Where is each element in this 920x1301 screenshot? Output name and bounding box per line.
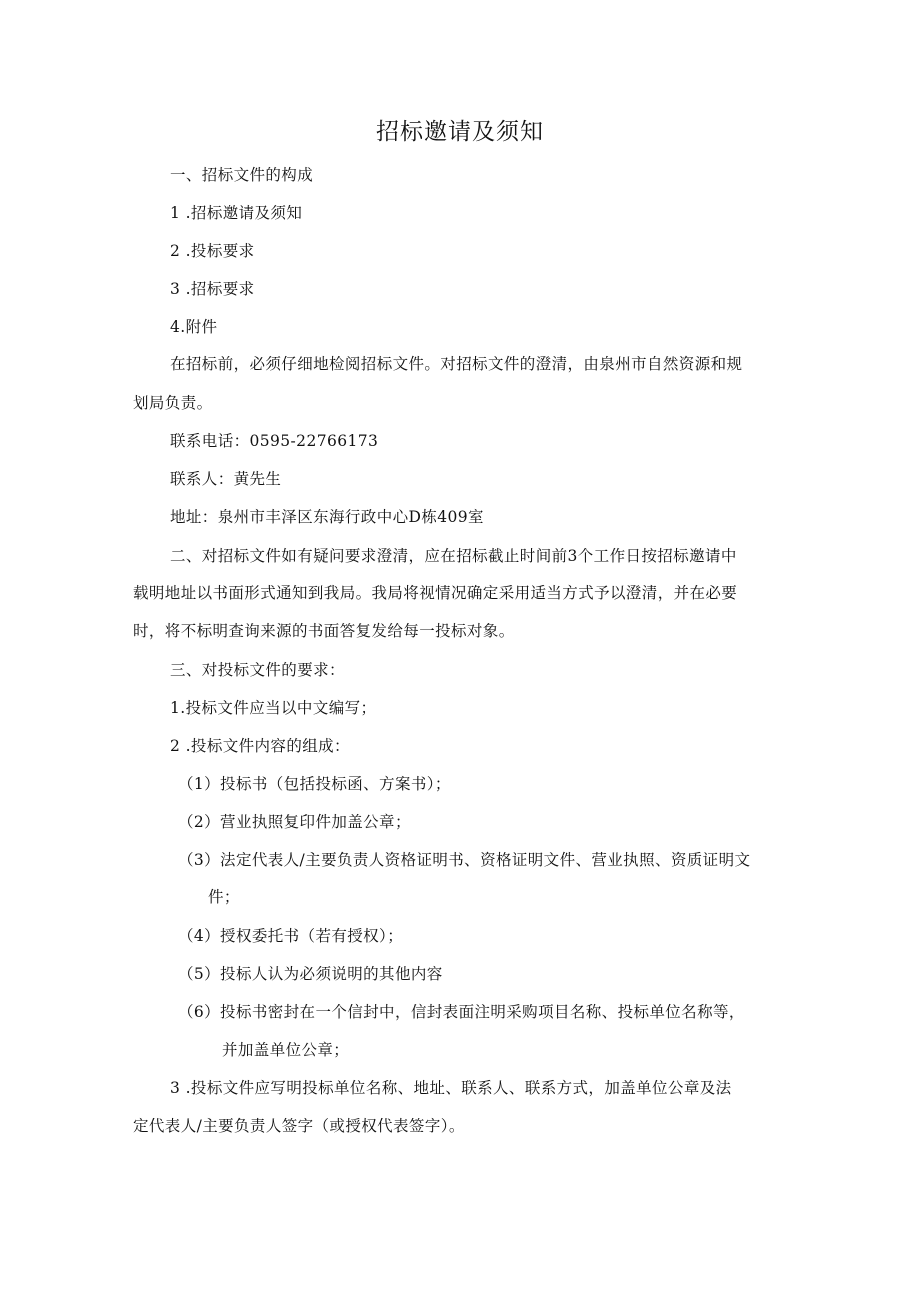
contact-phone: 联系电话：0595-22766173 xyxy=(170,432,379,450)
section-2-paragraph: 二、对招标文件如有疑问要求澄清，应在招标截止时间前3个工作日按招标邀请中 xyxy=(170,547,737,565)
paragraph-line: 在招标前，必须仔细地检阅招标文件。对招标文件的澄清，由泉州市自然资源和规 xyxy=(170,355,743,373)
section-1-heading: 一、招标文件的构成 xyxy=(170,166,314,184)
list-item: 2 .投标要求 xyxy=(170,242,255,260)
section-3-heading: 三、对投标文件的要求： xyxy=(170,661,345,679)
paragraph-line: 时，将不标明查询来源的书面答复发给每一投标对象。 xyxy=(133,622,515,640)
sub-list-item: （6）投标书密封在一个信封中，信封表面注明采购项目名称、投标单位名称等， xyxy=(178,1003,745,1021)
sub-list-item: （5）投标人认为必须说明的其他内容 xyxy=(178,965,443,983)
list-item: 4.附件 xyxy=(170,318,218,336)
contact-address: 地址：泉州市丰泽区东海行政中心D栋409室 xyxy=(170,508,484,526)
list-item: 3 .投标文件应写明投标单位名称、地址、联系人、联系方式，加盖单位公章及法 xyxy=(170,1079,732,1097)
sub-list-item: （4）授权委托书（若有授权）； xyxy=(178,927,404,945)
document-title: 招标邀请及须知 xyxy=(376,119,544,145)
list-item: 1.投标文件应当以中文编写； xyxy=(170,699,377,717)
contact-person: 联系人：黄先生 xyxy=(170,470,282,488)
paragraph-line: 定代表人/主要负责人签字（或授权代表签字）。 xyxy=(133,1117,465,1135)
sub-list-item: （3）法定代表人/主要负责人资格证明书、资格证明文件、营业执照、资质证明文 xyxy=(178,851,751,869)
paragraph-line: 载明地址以书面形式通知到我局。我局将视情况确定采用适当方式予以澄清，并在必要 xyxy=(133,584,738,602)
sub-list-item: （1）投标书（包括投标函、方案书）； xyxy=(178,775,451,793)
list-item: 3 .招标要求 xyxy=(170,280,255,298)
sub-list-item-continuation: 并加盖单位公章； xyxy=(222,1041,350,1059)
sub-list-item: （2）营业执照复印件加盖公章； xyxy=(178,813,411,831)
sub-list-item-continuation: 件； xyxy=(208,888,240,906)
paragraph-line: 划局负责。 xyxy=(133,394,213,412)
list-item: 1 .招标邀请及须知 xyxy=(170,204,303,222)
list-item: 2 .投标文件内容的组成： xyxy=(170,737,350,755)
